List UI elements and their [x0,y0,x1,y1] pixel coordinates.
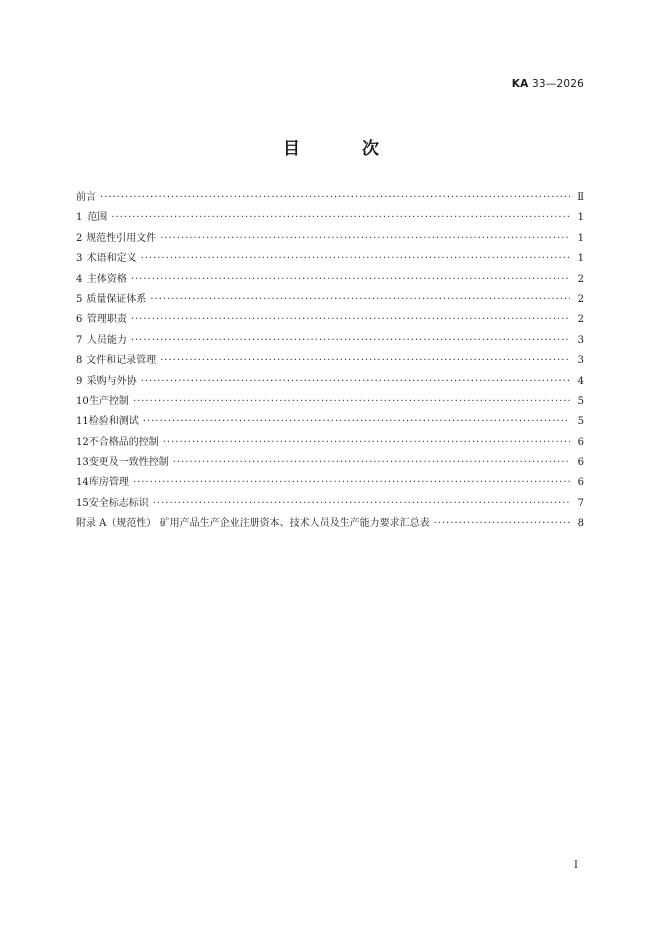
toc-entry-15[interactable] [76,494,584,514]
toc-entry-page: 2 [577,273,584,285]
toc-entry-label: 检验和测试 [88,416,139,428]
toc-entry-11[interactable] [76,412,584,432]
toc-entry-label: 采购与外协 [86,375,137,387]
toc-entry-number: 6 [76,314,83,326]
toc-leader-dots [160,355,570,366]
toc-leader-dots [163,437,570,448]
toc-entry-label: 人员能力 [86,334,127,346]
toc-leader-dots [131,274,570,285]
toc-entry-label: 生产控制 [88,395,129,407]
toc-entry-page: 2 [577,293,584,305]
toc-leader-dots [133,396,570,407]
toc-leader-dots [131,335,570,346]
toc-entry-number: 13 [76,457,89,469]
page-number: I [574,860,578,871]
toc-entry-number: 2 [76,232,83,244]
toc-entry-page: 3 [577,334,584,346]
toc-entry-page: Ⅱ [577,192,584,203]
toc-entry-10[interactable] [76,392,584,412]
toc-entry-6[interactable] [76,310,584,330]
toc-entry-page: 7 [577,497,584,509]
toc-entry-page: 6 [577,457,584,469]
toc-entry-number: 8 [76,355,83,367]
toc-leader-dots [150,294,570,305]
toc-entry-4[interactable] [76,270,584,290]
toc-title: 目 次 [283,139,407,159]
toc-entry-label: 术语和定义 [86,253,137,265]
toc-leader-dots [434,518,570,529]
toc-entry-7[interactable] [76,331,584,351]
toc-entry-label: 规范性引用文件 [86,232,157,244]
toc-leader-dots [153,498,570,509]
toc-entry-page: 6 [577,477,584,489]
toc-entry-label: 质量保证体系 [86,293,147,305]
toc-entry-label: 库房管理 [88,477,129,489]
toc-entry-label: 主体资格 [86,273,127,285]
toc-entry-page: 5 [577,395,584,407]
toc-entry-13[interactable] [76,453,584,473]
toc-entry-foreword[interactable] [76,188,584,208]
toc-entry-5[interactable] [76,290,584,310]
toc-leader-dots [160,233,570,244]
toc-entry-3[interactable] [76,249,584,269]
toc-entry-label: 范围 [87,212,108,224]
toc-entry-8[interactable] [76,351,584,371]
toc-entry-14[interactable] [76,473,584,493]
toc-entry-1[interactable] [76,208,584,228]
toc-entry-label: 管理职责 [86,314,127,326]
toc-entry-label: 变更及一致性控制 [88,457,169,469]
document-code-number: 33—2026 [532,78,584,90]
toc-entry-label: 不合格品的控制 [88,436,159,448]
toc-leader-dots [173,457,570,468]
toc-leader-dots [133,477,570,488]
toc-entry-number: 3 [76,253,83,265]
toc-entry-number: 10 [76,395,89,407]
document-code [512,78,584,90]
toc-entry-label: 附录 A（规范性） 矿用产品生产企业注册资本、技术人员及生产能力要求汇总表 [76,518,430,530]
toc-entry-page: 2 [577,314,584,326]
toc-entry-number: 4 [76,273,83,285]
toc-entry-number: 9 [76,375,83,387]
toc-entry-page: 1 [577,253,584,265]
toc-entry-appendix-a[interactable] [76,514,584,534]
toc-entry-page: 5 [577,416,584,428]
toc-entry-page: 3 [577,355,584,367]
toc-entry-number: 15 [76,497,89,509]
toc-entry-number: 1 [76,212,83,224]
toc-entry-number: 14 [76,477,89,489]
document-code-prefix: KA [511,78,529,90]
toc-entry-number: 7 [76,334,83,346]
toc-leader-dots [143,416,570,427]
table-of-contents [76,188,584,535]
toc-entry-page: 8 [577,518,584,530]
toc-entry-number: 12 [76,436,89,448]
toc-leader-dots [131,314,570,325]
toc-entry-12[interactable] [76,433,584,453]
toc-entry-page: 6 [577,436,584,448]
toc-entry-label: 安全标志标识 [88,497,149,509]
toc-entry-page: 1 [577,212,584,224]
toc-leader-dots [111,212,570,223]
toc-leader-dots [100,192,570,203]
toc-entry-2[interactable] [76,229,584,249]
toc-entry-page: 4 [577,375,584,387]
toc-entry-page: 1 [577,232,584,244]
toc-entry-9[interactable] [76,372,584,392]
toc-leader-dots [141,253,570,264]
toc-leader-dots [141,376,570,387]
toc-entry-number: 5 [76,293,83,305]
toc-entry-number: 11 [76,416,89,428]
toc-entry-label: 文件和记录管理 [86,355,157,367]
toc-entry-label: 前言 [76,192,96,203]
